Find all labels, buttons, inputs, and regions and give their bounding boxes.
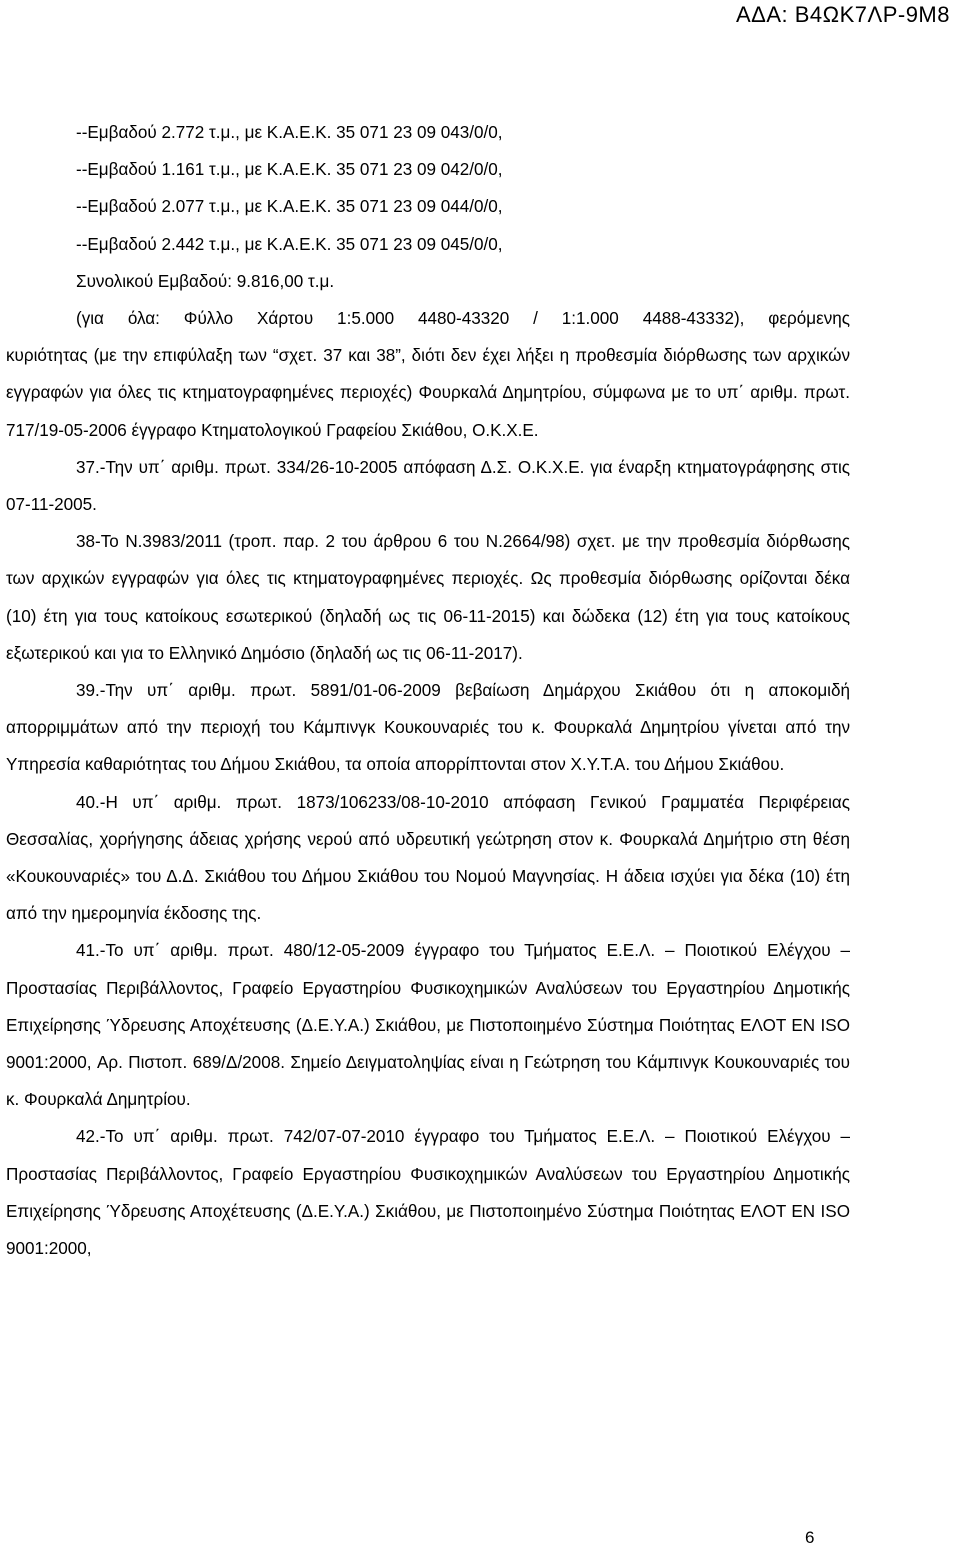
plot-line-3: --Εμβαδού 2.077 τ.μ., με Κ.Α.Ε.Κ. 35 071 23 09 044/0/0, — [76, 197, 503, 217]
page-number: 6 — [805, 1528, 815, 1547]
map-reference-paragraph: κυριότητας (με την επιφύλαξη των “σχετ. 37 και 38”, διότι δεν έχει λήξει η προθεσμία διόρθωσης των αρχικών εγγραφών για όλες τις κτηματογραφημένες περιοχές) Φουρκαλά Δημητρίου, σύμφωνα με το υπ΄ αριθμ. πρωτ. 717/19-05-2006 έγγραφο Κτηματολογικού Γραφείου Σκιάθου, Ο.Κ.Χ.Ε. — [6, 346, 850, 440]
map-reference-line: (για όλα: Φύλλο Χάρτου 1:5.000 4480-43320 / 1:1.000 4488-43332), φερόμενης — [76, 309, 850, 329]
total-area: Συνολικού Εμβαδού: 9.816,00 τ.μ. — [76, 271, 335, 291]
plot-line-2: --Εμβαδού 1.161 τ.μ., με Κ.Α.Ε.Κ. 35 071 23 09 042/0/0, — [76, 160, 503, 180]
plot-line-1: --Εμβαδού 2.772 τ.μ., με Κ.Α.Ε.Κ. 35 071 23 09 043/0/0, — [76, 123, 503, 142]
item-40: 40.-Η υπ΄ αριθμ. πρωτ. 1873/106233/08-10-2010 απόφαση Γενικού Γραμματέα Περιφέρειας Θεσσαλίας, χορήγησης άδειας χρήσης νερού από υδρευτική γεώτρηση στον κ. Φουρκαλά Δημήτριο στη θέση «Κουκουναριές» του Δ.Δ. Σκιάθου του Δήμου Σκιάθου του Νομού Μαγνησίας. Η άδεια ισχύει για δέκα (10) έτη από την ημερομηνία έκδοσης της. — [6, 792, 850, 924]
item-38: 38-Το Ν.3983/2011 (τροπ. παρ. 2 του άρθρου 6 του Ν.2664/98) σχετ. με την προθεσμία διόρθωσης των αρχικών εγγραφών για όλες τις κτηματογραφημένες περιοχές. Ως προθεσμία διόρθωσης ορίζονται δέκα (10) έτη για τους κατοίκους εσωτερικού (δηλαδή ως τις 06-11-2015) και δώδεκα (12) έτη για τους κατοίκους εξωτερικού και για το Ελληνικό Δημόσιο (δηλαδή ως τις 06-11-2017). — [6, 532, 850, 663]
item-42: 42.-Το υπ΄ αριθμ. πρωτ. 742/07-07-2010 έγγραφο του Τμήματος Ε.Ε.Λ. – Ποιοτικού Ελέγχου – Προστασίας Περιβάλλοντος, Γραφείο Εργαστηρίου Φυσικοχημικών Αναλύσεων του Εργαστηρίου Δημοτικής Επιχείρησης Ύδρευσης Αποχέτευσης (Δ.Ε.Υ.Α.) Σκιάθου, με Πιστοποιημένο Σύστημα Ποιότητας ΕΛΟΤ ΕΝ ISO 9001:2000, — [6, 1127, 850, 1259]
item-39: 39.-Την υπ΄ αριθμ. πρωτ. 5891/01-06-2009 βεβαίωση Δημάρχου Σκιάθου ότι η αποκομιδή απορριμμάτων από την περιοχή του Κάμπινγκ Κουκουναριές του κ. Φουρκαλά Δημητρίου γίνεται από την Υπηρεσία καθαριότητας του Δήμου Σκιάθου, τα οποία απορρίπτονται στον Χ.Υ.Τ.Α. του Δήμου Σκιάθου. — [6, 681, 850, 775]
plot-line-4: --Εμβαδού 2.442 τ.μ., με Κ.Α.Ε.Κ. 35 071 23 09 045/0/0, — [76, 234, 503, 254]
document-body — [6, 114, 850, 1267]
item-41: 41.-Το υπ΄ αριθμ. πρωτ. 480/12-05-2009 έγγραφο του Τμήματος Ε.Ε.Λ. – Ποιοτικού Ελέγχου – Προστασίας Περιβάλλοντος, Γραφείο Εργαστηρίου Φυσικοχημικών Αναλύσεων του Εργαστηρίου Δημοτικής Επιχείρησης Ύδρευσης Αποχέτευσης (Δ.Ε.Υ.Α.) Σκιάθου, με Πιστοποιημένο Σύστημα Ποιότητας ΕΛΟΤ ΕΝ ISO 9001:2000, Αρ. Πιστοπ. 689/Δ/2008. Σημείο Δειγματοληψίας είναι η Γεώτρηση του Κάμπινγκ Κουκουναριές του κ. Φουρκαλά Δημητρίου. — [6, 941, 850, 1110]
item-37: 37.-Την υπ΄ αριθμ. πρωτ. 334/26-10-2005 απόφαση Δ.Σ. Ο.Κ.Χ.Ε. για έναρξη κτηματογράφησης στις 07-11-2005. — [6, 457, 850, 515]
ada-header: ΑΔΑ: Β4ΩΚ7ΛΡ-9Μ8 — [735, 2, 950, 27]
